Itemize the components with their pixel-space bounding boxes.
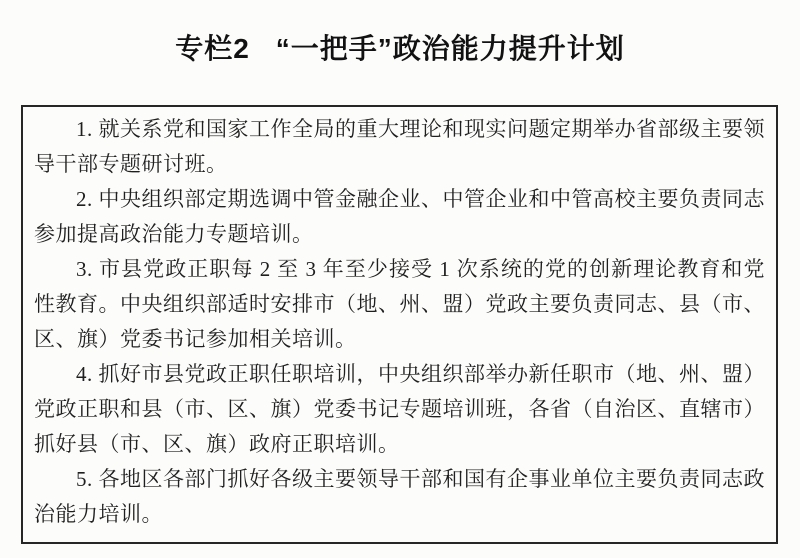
column-label: 专栏2: [175, 33, 250, 64]
list-item-3: 3. 市县党政正职每 2 至 3 年至少接受 1 次系统的党的创新理论教育和党性教育。中央组织部适时安排市（地、州、盟）党政主要负责同志、县（市、区、旗）党委书记参加相关培训。: [34, 257, 765, 351]
list-item-4: 4. 抓好市县党政正职任职培训，中央组织部举办新任职市（地、州、盟）党政正职和县（市、区、旗）党委书记专题培训班，各省（自治区、直辖市）抓好县（市、区、旗）政府正职培训。: [34, 362, 765, 456]
column-title-text: “一把手”政治能力提升计划: [275, 33, 625, 64]
page-title: [0, 0, 800, 65]
list-item-5: 5. 各地区各部门抓好各级主要领导干部和国有企事业单位主要负责同志政治能力培训。: [34, 467, 765, 526]
content-box: [21, 105, 778, 544]
list-item-2: 2. 中央组织部定期选调中管金融企业、中管企业和中管高校主要负责同志参加提高政治能力专题培训。: [34, 187, 765, 246]
list-item-1: 1. 就关系党和国家工作全局的重大理论和现实问题定期举办省部级主要领导干部专题研讨班。: [34, 117, 765, 176]
